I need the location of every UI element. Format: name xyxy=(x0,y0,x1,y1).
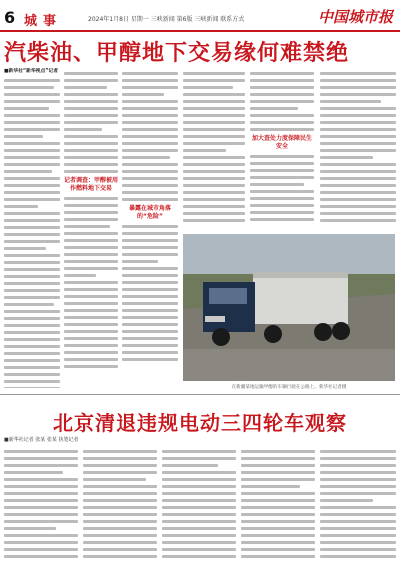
body-text-lines xyxy=(122,72,178,201)
body-text-lines xyxy=(4,79,60,388)
article-headline: 汽柴油、甲醇地下交易缘何难禁绝 xyxy=(4,41,350,66)
body-text-lines xyxy=(122,225,178,361)
dateline: 2024年1月8日 星期一 三峡新闻 第6版 三峡新闻 联系方式 xyxy=(88,16,245,23)
body-text-lines xyxy=(162,450,236,558)
article2-column-5 xyxy=(320,446,396,570)
article-column-4 xyxy=(183,68,245,230)
article-subhead: 暴露在城市角落的“危险” xyxy=(128,205,171,220)
article2-column-3 xyxy=(162,446,236,570)
body-text-lines xyxy=(183,72,245,222)
article-column-2 xyxy=(64,68,118,388)
truck-photo xyxy=(183,234,395,381)
article2-column-2 xyxy=(83,446,157,570)
newspaper-logo: 中国城市报 xyxy=(318,8,394,26)
article-byline: ■新华社“新华视点”记者 xyxy=(4,69,59,74)
photo-caption: 在新疆某地运输甲醇的车辆行驶在公路上。新华社记者摄 xyxy=(231,385,347,390)
article2-column-4 xyxy=(241,446,315,570)
article-column-3 xyxy=(122,68,178,388)
truck-illustration xyxy=(183,234,395,381)
article-subhead: 记者调查：甲醇被用作燃料地下交易 xyxy=(64,177,118,192)
section-divider xyxy=(0,394,400,395)
body-text-lines xyxy=(250,155,314,221)
article-byline: ■新华社记者 张某 张某 执笔记者 xyxy=(4,437,79,443)
article-column-5 xyxy=(250,68,314,230)
body-text-lines xyxy=(320,72,396,222)
body-text-lines xyxy=(241,450,315,558)
body-text-lines xyxy=(64,197,118,368)
article-subhead: 加大查处力度保障民生安全 xyxy=(251,135,312,150)
body-text-lines xyxy=(250,72,314,131)
page-number: 6 xyxy=(4,8,16,27)
body-text-lines xyxy=(4,450,78,558)
body-text-lines xyxy=(320,450,396,558)
section-title: 城事 xyxy=(24,14,63,29)
article-headline: 北京清退违规电动三四轮车观察 xyxy=(53,411,347,435)
body-text-lines xyxy=(64,72,118,173)
article2-column-1 xyxy=(4,446,78,570)
body-text-lines xyxy=(83,450,157,558)
article-column-6 xyxy=(320,68,396,230)
article-column-1 xyxy=(4,68,60,388)
header-rule xyxy=(0,30,400,32)
